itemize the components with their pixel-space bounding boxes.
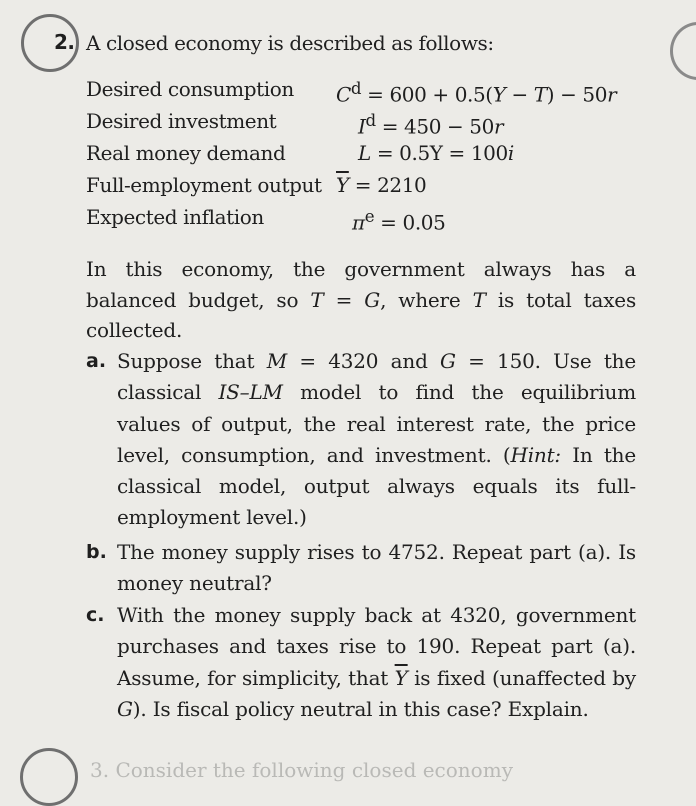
definition-label: Desired investment xyxy=(86,109,277,133)
definition-equation: $\overline{Y} = 2210$ xyxy=(336,173,427,197)
definition-equation: $I^d = 450 - 50r$ xyxy=(358,111,504,139)
definition-equation: L = 0.5Y = 100i xyxy=(358,141,514,165)
balanced-budget-paragraph: In this economy, the government always has a balanced budget, so T = G, where T is total taxes collected. xyxy=(86,257,637,342)
part-letter: b. xyxy=(86,541,107,563)
definition-label: Expected inflation xyxy=(86,205,264,229)
part-text: The money supply rises to 4752. Repeat part (a). Is money neutral? xyxy=(117,540,636,596)
next-problem-fragment: 3. Consider the following closed economy xyxy=(90,758,513,782)
problem-number: 2. xyxy=(54,30,75,54)
part-letter: a. xyxy=(86,350,107,372)
definition-label: Desired consumption xyxy=(86,77,294,101)
pen-circle-mark-right xyxy=(670,22,696,80)
pen-circle-mark-bottom xyxy=(20,748,78,806)
definition-equation: $\pi^e = 0.05$ xyxy=(352,207,446,235)
part-c xyxy=(86,600,636,725)
part-text: Suppose that M = 4320 and G = 150. Use the classical IS–LM model to find the equilibrium values of output, the real interest rate, the price level, consumption, and investment. (Hint: In the classical model, output always equals its full-employment level.) xyxy=(117,349,636,530)
definition-label: Real money demand xyxy=(86,141,286,165)
part-a xyxy=(86,346,636,534)
part-b xyxy=(86,537,636,600)
problem-intro: A closed economy is described as follows: xyxy=(86,31,494,55)
definition-label: Full-employment output xyxy=(86,173,322,197)
definition-equation: $C^d = 600 + 0.5(Y - T) - 50r$ xyxy=(336,79,617,107)
part-text: With the money supply back at 4320, government purchases and taxes rise to 190. Repeat part (a). Assume, for simplicity, that $\overline{Y}$ is fixed (unaffected by G). Is fiscal policy neutral in this case? Explain. xyxy=(117,603,636,721)
part-letter: c. xyxy=(86,604,105,626)
